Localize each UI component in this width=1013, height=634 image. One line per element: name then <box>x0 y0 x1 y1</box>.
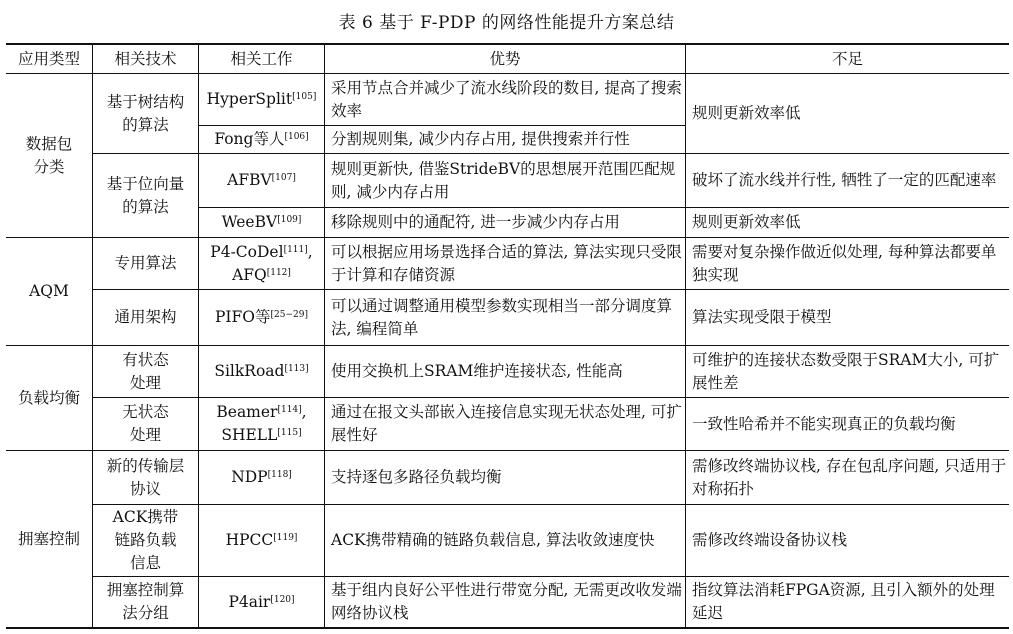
citation: [109] <box>277 215 302 225</box>
disadvantage-cell: 需修改终端协议栈, 存在包乱序问题, 只适用于对称拓扑 <box>692 456 1007 498</box>
citation: [120] <box>270 594 295 605</box>
group-type: 负载均衡 <box>17 388 80 407</box>
work-cell: Fong等人[106] <box>214 130 309 148</box>
advantage-cell: ACK携带精确的链路负载信息, 算法收敛速度快 <box>331 531 655 549</box>
advantage-cell: 采用节点合并减少了流水线阶段的数目, 提高了搜索效率 <box>331 78 682 120</box>
header-tech: 相关技术 <box>114 49 177 68</box>
advantage-cell: 基于组内良好公平性进行带宽分配, 无需更改收发端网络协议栈 <box>331 581 682 622</box>
work-cell: PIFO等[25−29] <box>215 308 308 326</box>
citation: [113] <box>284 364 309 374</box>
advantage-cell: 规则更新快, 借鉴StrideBV的思想展开范围匹配规则, 减少内存占用 <box>331 159 676 201</box>
disadvantage-cell: 需要对复杂操作做近似处理, 每种算法都要单独实现 <box>692 242 997 284</box>
disadvantage-cell: 指纹算法消耗FPGA资源, 且引入额外的处理延迟 <box>692 581 995 622</box>
table-caption: 表 6 基于 F-PDP 的网络性能提升方案总结 <box>338 13 675 33</box>
work-cell: SilkRoad[113] <box>214 362 309 380</box>
header-advantage: 优势 <box>489 49 521 68</box>
advantage-cell: 支持逐包多路径负载均衡 <box>331 468 502 486</box>
header-disadvantage: 不足 <box>831 49 863 68</box>
work-cell: NDP[118] <box>231 468 292 486</box>
disadvantage-cell: 算法实现受限于模型 <box>692 308 832 326</box>
disadvantage-cell: 规则更新效率低 <box>692 104 801 122</box>
citation: [25−29] <box>270 310 308 320</box>
citation: [118] <box>267 470 292 480</box>
work-cell: P4air[120] <box>228 592 295 611</box>
tech-cell: 基于位向量 的算法 <box>106 174 185 216</box>
tech-cell: 无状态 处理 <box>122 403 169 444</box>
citation: [115] <box>277 428 302 438</box>
tech-cell: 通用架构 <box>114 308 177 326</box>
advantage-cell: 可以根据应用场景选择合适的算法, 算法实现只受限于计算和存储资源 <box>331 242 682 284</box>
advantage-cell: 移除规则中的通配符, 进一步减少内存占用 <box>331 213 620 231</box>
disadvantage-cell: 破坏了流水线并行性, 牺牲了一定的匹配速率 <box>692 171 997 189</box>
work-cell: HyperSplit[105] <box>206 90 317 108</box>
bottom-rule <box>6 627 1009 629</box>
advantage-cell: 通过在报文头部嵌入连接信息实现无状态处理, 可扩展性好 <box>331 403 682 444</box>
tech-cell: 专用算法 <box>114 254 177 272</box>
group-type: 拥塞控制 <box>17 529 80 548</box>
tech-cell: 基于树结构 的算法 <box>106 92 185 134</box>
group-type: 数据包 分类 <box>25 134 73 176</box>
citation: [105] <box>292 92 317 102</box>
citation: [107] <box>271 173 296 183</box>
disadvantage-cell: 规则更新效率低 <box>692 213 801 231</box>
tech-cell: 拥塞控制算 法分组 <box>106 581 185 622</box>
disadvantage-cell: 需修改终端设备协议栈 <box>692 531 848 549</box>
disadvantage-cell: 可维护的连接状态数受限于SRAM大小, 可扩展性差 <box>692 350 1000 392</box>
advantage-cell: 可以通过调整通用模型参数实现相当一部分调度算法, 编程简单 <box>331 296 673 338</box>
tech-cell: ACK携带 链路负载 信息 <box>112 508 179 572</box>
work-cell: HPCC[119] <box>225 531 298 549</box>
citation: [106] <box>284 132 309 142</box>
citation: [112] <box>266 267 291 278</box>
citation: [114] <box>277 405 302 415</box>
work-cell: WeeBV[109] <box>221 213 302 231</box>
work-cell: AFBV[107] <box>227 171 296 189</box>
header-type: 应用类型 <box>17 49 80 68</box>
advantage-cell: 分割规则集, 减少内存占用, 提供搜索并行性 <box>331 130 630 148</box>
citation: [111] <box>283 244 308 255</box>
work-cell: Beamer[114], SHELL[115] <box>216 403 307 444</box>
work-cell: P4-CoDel[111], AFQ[112] <box>210 242 313 284</box>
tech-cell: 有状态 处理 <box>122 350 169 392</box>
group-type: AQM <box>29 282 69 300</box>
citation: [119] <box>273 533 298 543</box>
tech-cell: 新的传输层 协议 <box>106 456 185 498</box>
advantage-cell: 使用交换机上SRAM维护连接状态, 性能高 <box>331 362 623 380</box>
header-work: 相关工作 <box>230 49 293 68</box>
disadvantage-cell: 一致性哈希并不能实现真正的负载均衡 <box>692 414 956 433</box>
